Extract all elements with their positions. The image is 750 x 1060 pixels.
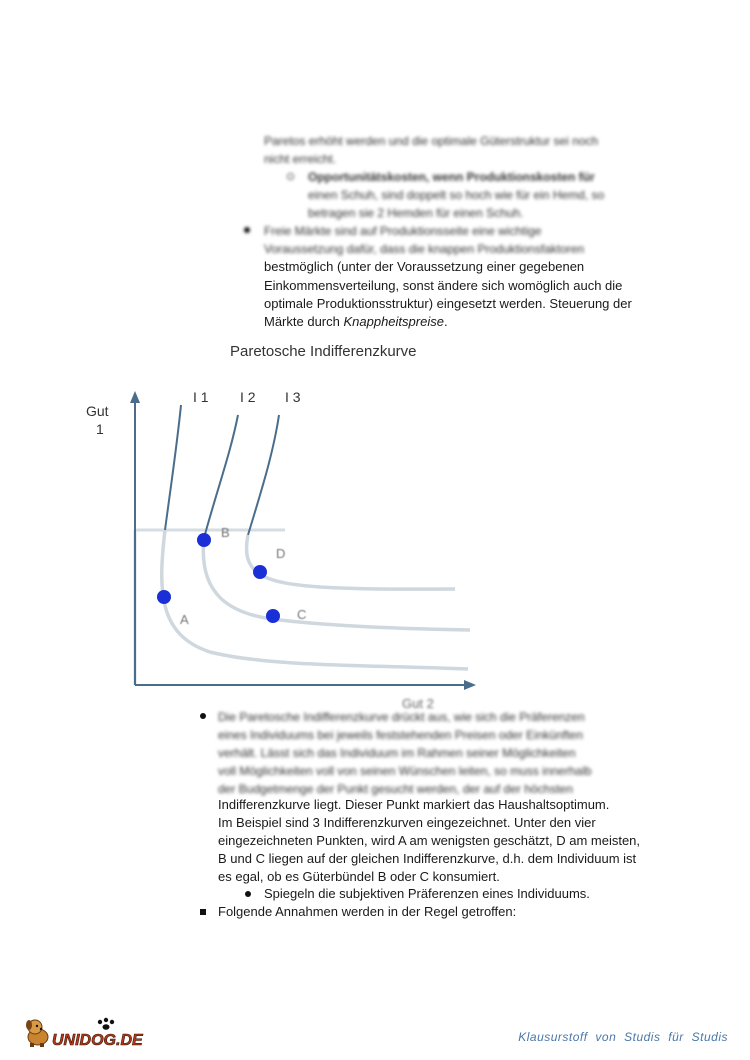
curve-i3-upper xyxy=(248,415,279,535)
text-line: Die Paretosche Indifferenzkurve drückt aus, wie sich die Präferenzen xyxy=(218,710,585,724)
text-line: bestmöglich (unter der Voraussetzung einer gegebenen xyxy=(264,259,585,274)
text-line: Im Beispiel sind 3 Indifferenzkurven eingezeichnet. Unter den vier xyxy=(218,815,596,830)
text-line: Indifferenzkurve liegt. Dieser Punkt markiert das Haushaltsoptimum. xyxy=(218,797,610,812)
logo-text: UNIDOG.DE xyxy=(52,1032,143,1048)
bullet-icon xyxy=(200,713,206,719)
point-a xyxy=(157,590,171,604)
text-line: der Budgetmenge der Punkt gesucht werden, der auf der höchsten xyxy=(218,782,573,796)
point-label-c: C xyxy=(297,607,307,622)
bullet-icon xyxy=(244,227,250,233)
y-axis-label: 1 xyxy=(96,421,104,437)
curve-label-i2: I 2 xyxy=(240,389,256,405)
text-line: einen Schuh, sind doppelt so hoch wie für ein Hemd, so xyxy=(308,188,605,202)
x-axis-arrow-icon xyxy=(464,680,476,690)
text-line: optimale Produktionsstruktur) eingesetzt werden. Steuerung der xyxy=(264,296,632,311)
curve-i2-upper xyxy=(204,415,238,538)
square-bullet-icon xyxy=(200,909,206,915)
text-line: eines Individuums bei jeweils feststehenden Preisen oder Einkünften xyxy=(218,728,583,742)
point-label-d: D xyxy=(276,546,286,561)
text-line: voll Möglichkeiten voll von seinen Wünschen leiten, so muss innerhalb xyxy=(218,764,592,778)
text-line: betragen sie 2 Hemden für einen Schuh. xyxy=(308,206,524,220)
indifference-chart xyxy=(80,375,500,715)
text-line: B und C liegen auf der gleichen Indifferenzkurve, d.h. dem Individuum ist xyxy=(218,851,637,866)
bullet-text: Folgende Annahmen werden in der Regel getroffen: xyxy=(218,904,517,919)
chart-title: Paretosche Indifferenzkurve xyxy=(230,343,417,360)
point-label-a: A xyxy=(180,612,189,627)
text-line: Freie Märkte sind auf Produktionsseite eine wichtige xyxy=(264,224,542,238)
text-line: Einkommensverteilung, sonst ändere sich womöglich auch die xyxy=(264,278,623,293)
text-line: eingezeichneten Punkten, wird A am wenigsten geschätzt, D am meisten, xyxy=(218,833,641,848)
sub-bullet-text: Spiegeln die subjektiven Präferenzen eines Individuums. xyxy=(264,886,590,901)
point-label-b: B xyxy=(221,525,230,540)
footer-tagline: Klausurstoff von Studis für Studis xyxy=(518,1030,728,1044)
curve-i2-lower xyxy=(203,538,470,630)
point-d xyxy=(253,565,267,579)
text-line: verhält. Lässt sich das Individuum im Rahmen seiner Möglichkeiten xyxy=(218,746,576,760)
circle-bullet-icon xyxy=(287,173,294,180)
y-axis-label: Gut xyxy=(86,403,109,419)
text-line: nicht erreicht. xyxy=(264,152,337,166)
curve-label-i1: I 1 xyxy=(193,389,209,405)
text-segment: . xyxy=(443,314,448,329)
point-c xyxy=(266,609,280,623)
emphasis-text: Knappheitspreise xyxy=(343,314,444,329)
curve-i1-lower xyxy=(162,530,468,669)
unidog-logo[interactable] xyxy=(22,1016,152,1053)
bullet-icon xyxy=(245,891,251,897)
curve-label-i3: I 3 xyxy=(285,389,301,405)
dog-icon xyxy=(26,1020,48,1047)
text-line xyxy=(264,312,448,332)
text-segment: Märkte durch xyxy=(264,314,344,329)
text-line: es egal, ob es Güterbündel B oder C konsumiert. xyxy=(218,869,500,884)
y-axis-arrow-icon xyxy=(130,391,140,403)
curve-i3-lower xyxy=(247,535,455,589)
text-line: Opportunitätskosten, wenn Produktionskosten für xyxy=(308,170,595,184)
point-b xyxy=(197,533,211,547)
x-axis-label: Gut 2 xyxy=(402,696,434,711)
text-line: Voraussetzung dafür, dass die knappen Produktionsfaktoren xyxy=(264,242,585,256)
paw-icon xyxy=(98,1018,114,1030)
text-line: Paretos erhöht werden und die optimale Güterstruktur sei noch xyxy=(264,134,599,148)
curve-i1-upper xyxy=(165,405,181,530)
